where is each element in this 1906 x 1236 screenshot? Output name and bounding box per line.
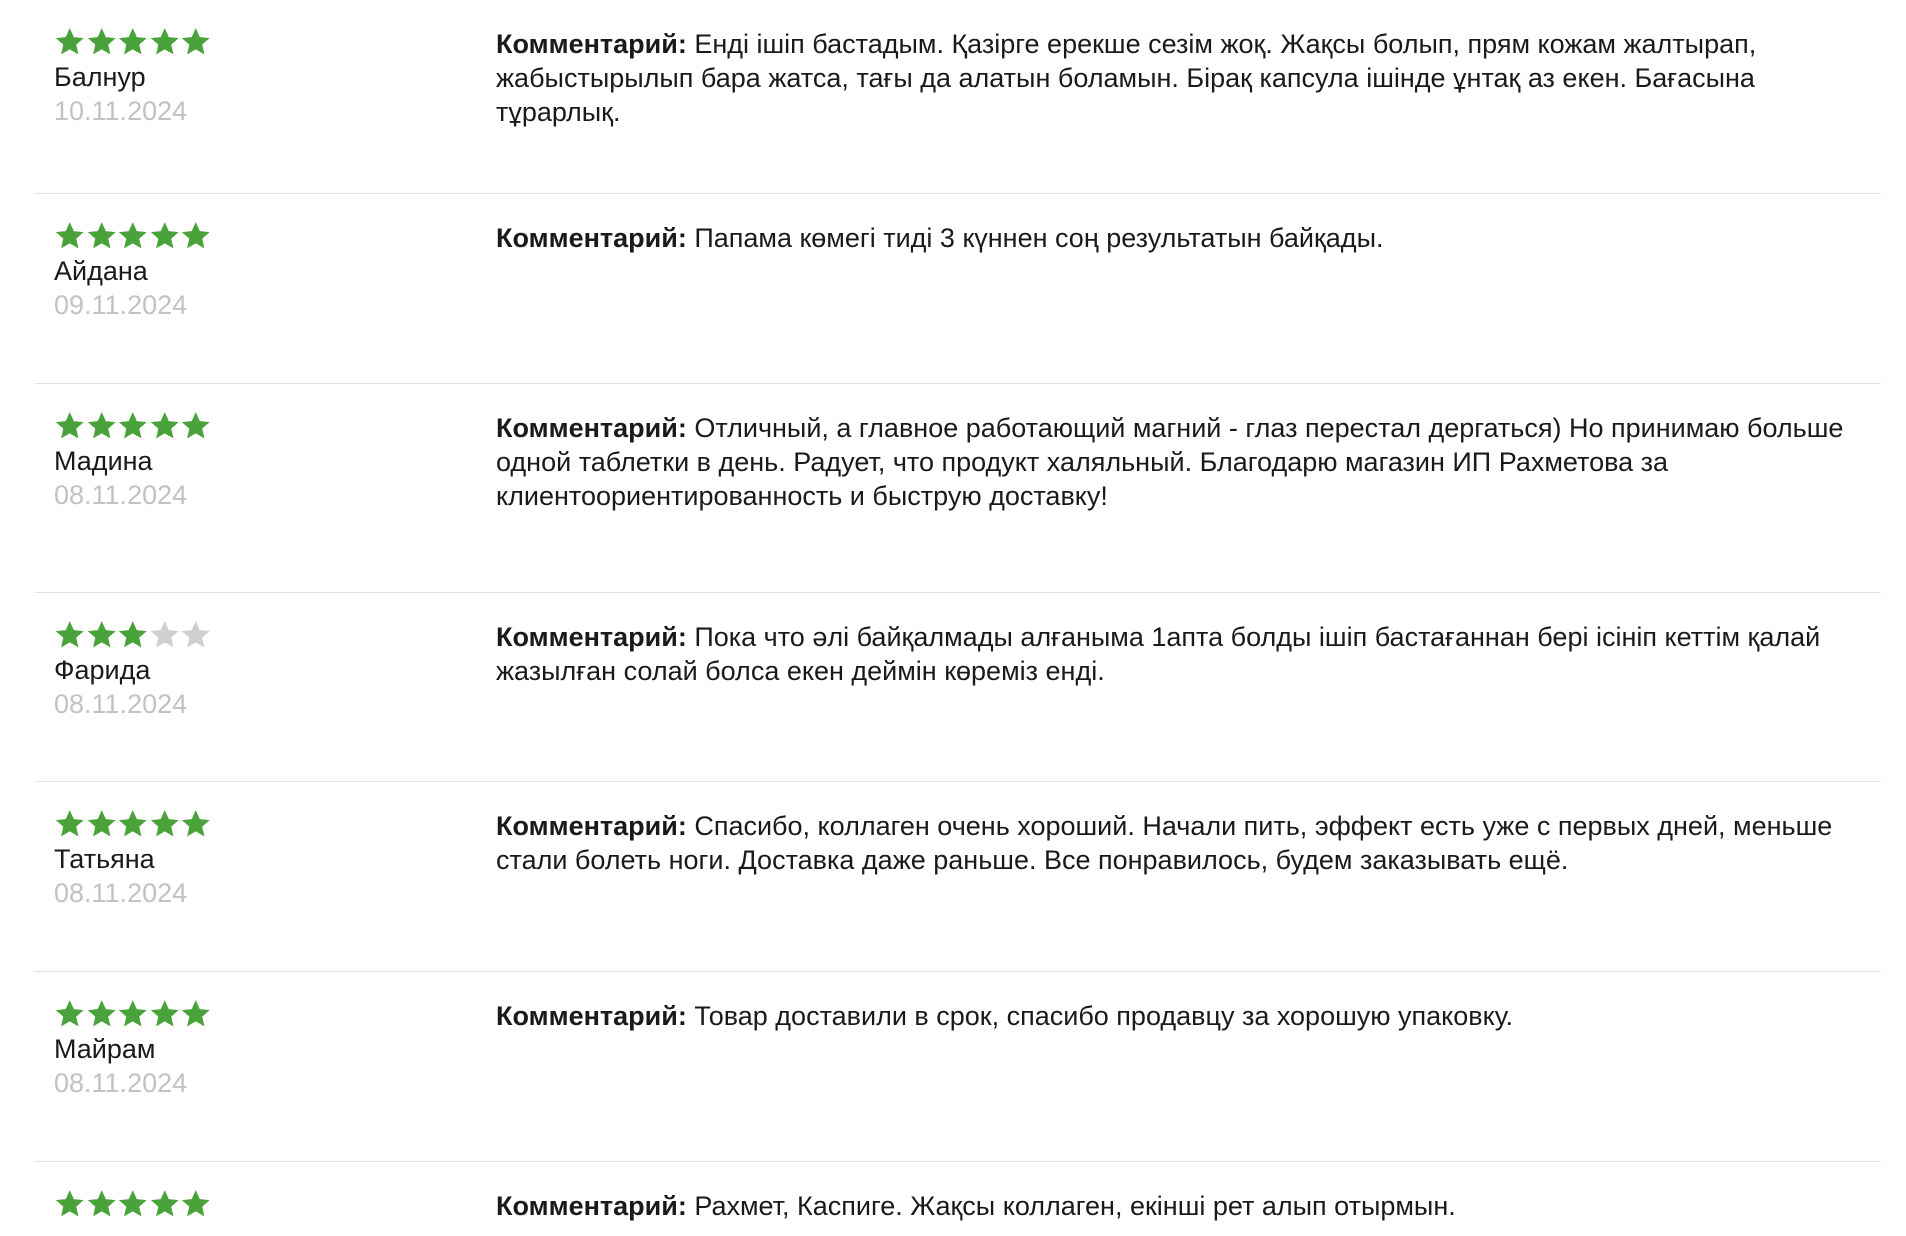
star-icon [54,808,86,840]
review-item [34,194,1881,384]
review-comment [496,1162,1881,1236]
comment-label: Комментарий: [496,622,687,652]
star-icon [86,808,118,840]
review-author: Балнур [54,62,146,92]
star-icon [86,220,118,252]
star-icon [117,26,149,58]
review-date: 10.11.2024 [54,96,188,126]
review-item [34,972,1881,1162]
review-comment [496,972,1881,1161]
star-icon [180,619,212,651]
review-date: 08.11.2024 [54,878,188,908]
star-rating [54,408,496,444]
star-icon [86,410,118,442]
star-icon [180,1188,212,1220]
star-icon [117,410,149,442]
star-icon [54,998,86,1030]
review-comment [496,593,1881,781]
review-item [34,0,1881,194]
star-icon [180,220,212,252]
review-date: 09.11.2024 [54,290,188,320]
review-meta [34,782,496,971]
star-icon [180,26,212,58]
star-icon [54,1188,86,1220]
star-icon [149,220,181,252]
review-meta [34,1162,496,1236]
review-author: Мадина [54,446,153,476]
comment-text: Папама көмегі тиді 3 күннен соң результатын байқады. [694,223,1384,253]
star-icon [149,26,181,58]
star-icon [117,220,149,252]
review-author: Фарида [54,655,151,685]
comment-label: Комментарий: [496,223,687,253]
comment-text: Спасибо, коллаген очень хороший. Начали пить, эффект есть уже с первых дней, меньше стали болеть ноги. Доставка даже раньше. Все понравилось, будем заказывать ещё. [496,811,1833,875]
comment-text: Енді ішіп бастадым. Қазірге ерекше сезім жоқ. Жақсы болып, прям кожам жалтырап, жабыстырылып бара жатса, тағы да алатын боламын. Бірақ капсула ішінде ұнтақ аз екен. Бағасына тұрарлық. [496,29,1757,127]
comment-label: Комментарий: [496,1191,687,1221]
star-icon [117,808,149,840]
star-icon [180,998,212,1030]
star-icon [86,998,118,1030]
review-meta [34,0,496,193]
star-rating [54,996,496,1032]
star-rating [54,218,496,254]
review-comment [496,384,1881,592]
star-rating [54,24,496,60]
review-author: Айдана [54,256,148,286]
review-author: Майрам [54,1034,156,1064]
reviews-list [34,0,1881,1236]
star-icon [117,619,149,651]
review-item [34,384,1881,593]
review-comment [496,782,1881,971]
star-icon [117,998,149,1030]
star-icon [149,998,181,1030]
comment-label: Комментарий: [496,29,687,59]
review-comment [496,194,1881,383]
review-author: Татьяна [54,844,155,874]
comment-text: Рахмет, Каспиге. Жақсы коллаген, екінші рет алып отырмын. [694,1191,1456,1221]
comment-text: Пока что әлі байқалмады алғаныма 1апта болды ішіп бастағаннан бері ісініп кеттім қалай жазылған солай болса екен деймін көреміз енді. [496,622,1821,686]
review-item [34,782,1881,972]
review-meta [34,593,496,781]
star-icon [149,619,181,651]
review-comment [496,0,1881,193]
star-icon [149,1188,181,1220]
star-icon [86,26,118,58]
comment-label: Комментарий: [496,811,687,841]
review-item [34,593,1881,782]
star-icon [54,410,86,442]
review-meta [34,384,496,592]
star-icon [86,619,118,651]
star-icon [54,619,86,651]
star-icon [180,410,212,442]
review-item [34,1162,1881,1236]
review-date: 08.11.2024 [54,1068,188,1098]
star-icon [149,808,181,840]
comment-label: Комментарий: [496,1001,687,1031]
star-icon [54,220,86,252]
comment-text: Отличный, а главное работающий магний - глаз перестал дергаться) Но принимаю больше одной таблетки в день. Радует, что продукт халяльный. Благодарю магазин ИП Рахметова за клиентоориентированность и быструю доставку! [496,413,1844,511]
review-meta [34,972,496,1161]
review-date: 08.11.2024 [54,480,188,510]
star-rating [54,806,496,842]
star-icon [180,808,212,840]
comment-text: Товар доставили в срок, спасибо продавцу за хорошую упаковку. [694,1001,1514,1031]
star-icon [54,26,86,58]
star-icon [149,410,181,442]
comment-label: Комментарий: [496,413,687,443]
review-date: 08.11.2024 [54,689,188,719]
star-icon [117,1188,149,1220]
star-icon [86,1188,118,1220]
review-meta [34,194,496,383]
star-rating [54,1186,496,1222]
star-rating [54,617,496,653]
